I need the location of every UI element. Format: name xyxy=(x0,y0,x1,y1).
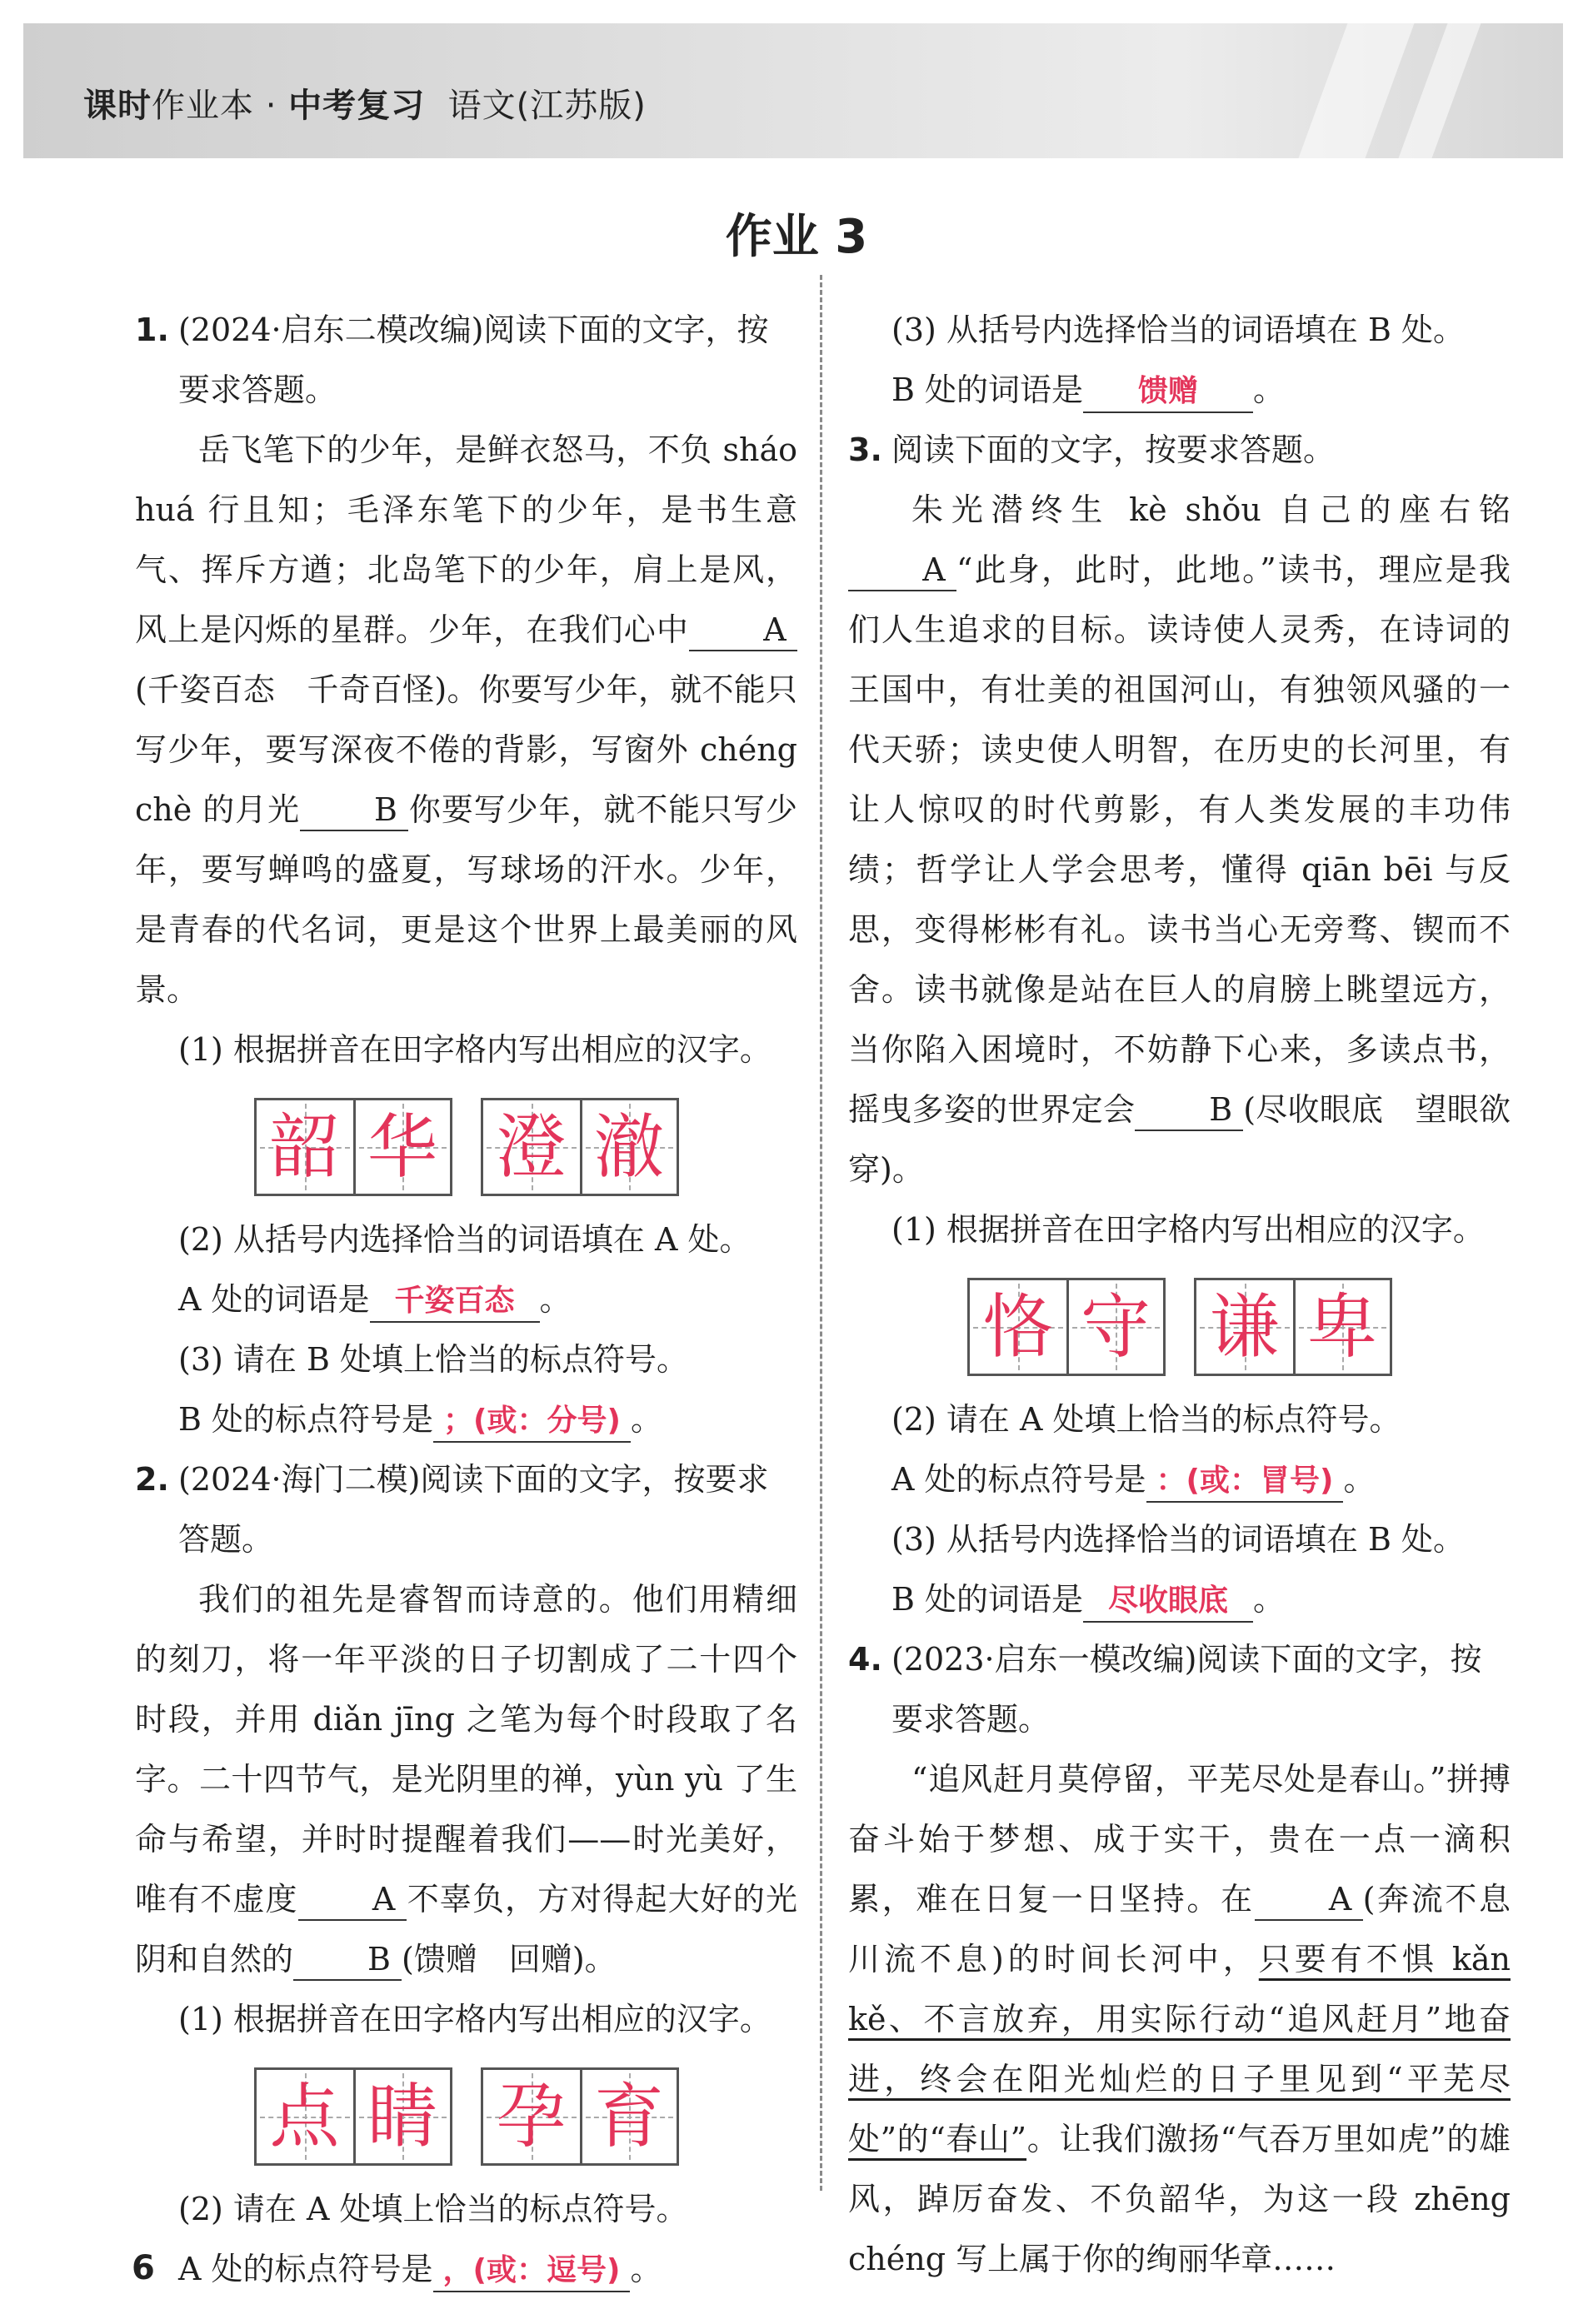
question-3-sub-3: (3) 从括号内选择恰当的词语填在 B 处。 xyxy=(891,1521,1465,1558)
passage-text: “此身，此时，此地。”读书，理应是我们人生追求的目标。读诗使人灵秀，在诗词的王国中，有壮美的祖国河山，有独领风骚的一代天骄；读史使人明智，在历史的长河里，有让人惊叹的时代剪影，有人类发展的丰功伟绩；哲学让人学会思考，懂得 qiān bēi 与反思，变得彬彬有礼。读书当心无旁骛、锲而不舍。读书就像是站在巨人的肩膀上眺望远方，当你陷入困境时，不妨静下心来，多读点书，摇曳多姿的世界定会 xyxy=(848,551,1511,1128)
question-1-number: 1. xyxy=(135,312,169,348)
grid-char: 澈 xyxy=(593,1106,664,1188)
question-1-answer-3 xyxy=(135,1389,797,1449)
grid-char: 睛 xyxy=(367,2076,437,2157)
question-2-sub-1: (1) 根据拼音在田字格内写出相应的汉字。 xyxy=(178,2001,772,2037)
blank-a: A xyxy=(1255,1879,1363,1921)
question-1-grid-row xyxy=(135,1098,797,1196)
tianzi-grid xyxy=(254,1098,452,1196)
blank-b: B xyxy=(300,790,408,831)
grid-char: 育 xyxy=(593,2076,664,2157)
grid-cell xyxy=(1196,1280,1293,1374)
blank-b: B xyxy=(293,1939,402,1981)
grid-cell xyxy=(353,1100,450,1194)
answer-label: B 处的标点符号是 xyxy=(178,1401,434,1438)
question-4 xyxy=(848,1629,1511,1749)
grid-cell xyxy=(257,2070,353,2163)
question-3 xyxy=(848,420,1511,480)
blank-a: A xyxy=(689,610,797,651)
answer-text: ；(或：分号) xyxy=(433,1401,631,1443)
question-2-sub-2: (2) 请在 A 处填上恰当的标点符号。 xyxy=(178,2191,688,2227)
answer-label: A 处的标点符号是 xyxy=(891,1461,1146,1498)
passage-text: (尽收眼底 望眼欲穿)。 xyxy=(848,1091,1511,1188)
grid-cell xyxy=(483,2070,580,2163)
question-3-intro: 阅读下面的文字，按要求答题。 xyxy=(891,431,1336,468)
answer-text: 千姿百态 xyxy=(370,1281,540,1323)
answer-text: ：(或：冒号) xyxy=(1146,1461,1344,1503)
question-1-answer-2 xyxy=(135,1269,797,1329)
end-punct: 。 xyxy=(539,1281,572,1318)
question-4-intro: (2023·启东一模改编)阅读下面的文字，按要求答题。 xyxy=(891,1641,1482,1738)
answer-text: ，(或：逗号) xyxy=(433,2251,631,2292)
question-2 xyxy=(135,1449,797,1569)
tianzi-grid xyxy=(481,2067,679,2166)
grid-cell xyxy=(257,1100,353,1194)
question-2-passage xyxy=(135,1569,797,1989)
passage-text: 岳飞笔下的少年，是鲜衣怒马，不负 sháo huá 行且知；毛泽东笔下的少年，是书生意气、挥斥方遒；北岛笔下的少年，肩上是风，风上是闪烁的星群。少年，在我们心中 xyxy=(135,431,797,648)
column-divider xyxy=(820,275,822,2191)
answer-label: A 处的词语是 xyxy=(178,1281,370,1318)
end-punct: 。 xyxy=(1253,1581,1286,1618)
book-title-part3: 中考复习 xyxy=(288,87,426,125)
question-1 xyxy=(135,300,797,420)
passage-text: 不辜负，方对得起大好的光阴和自然的 xyxy=(135,1881,797,1977)
question-3-sub-2: (2) 请在 A 处填上恰当的标点符号。 xyxy=(891,1401,1401,1438)
tianzi-grid xyxy=(1194,1278,1392,1376)
passage-text: 我们的祖先是睿智而诗意的。他们用精细的刻刀，将一年平淡的日子切割成了二十四个时段，并用 diǎn jīng 之笔为每个时段取了名字。二十四节气，是光阴里的禅，yùn yù 了生命与希望，并时时提醒着我们——时光美好，唯有不虚度 xyxy=(135,1581,797,1918)
grid-char: 点 xyxy=(269,2076,340,2157)
grid-char: 孕 xyxy=(496,2076,567,2157)
book-title-part4: 语文(江苏版) xyxy=(447,87,647,125)
question-1-sub-3: (3) 请在 B 处填上恰当的标点符号。 xyxy=(178,1341,688,1378)
book-title-part1: 课时 xyxy=(83,87,152,125)
end-punct: 。 xyxy=(630,1401,662,1438)
passage-text: (千姿百态 千奇百怪)。你要写少年，就不能只写少年，要写深夜不倦的背影，写窗外 chéng chè 的月光 xyxy=(135,671,797,828)
question-3-answer-3 xyxy=(848,1569,1511,1629)
grid-cell xyxy=(580,2070,677,2163)
grid-char: 恪 xyxy=(982,1286,1053,1368)
underlined-sentence: 只要有不惧 kǎn kě、不言放弃，用实际行动“追风赶月”地奋进，终会在阳光灿烂的日子里见到“平芜尽处”的“春山” xyxy=(848,1941,1511,2157)
question-1-intro: (2024·启东二模改编)阅读下面的文字，按要求答题。 xyxy=(178,312,769,408)
grid-char: 守 xyxy=(1080,1286,1151,1368)
right-column xyxy=(848,300,1543,2289)
passage-text: (奔流不息 川流不息)的时间长河中， xyxy=(848,1881,1543,1977)
tianzi-grid xyxy=(254,2067,452,2166)
end-punct: 。 xyxy=(1343,1461,1376,1498)
question-2-number: 2. xyxy=(135,1461,169,1498)
question-2-sub-3: (3) 从括号内选择恰当的词语填在 B 处。 xyxy=(891,312,1465,348)
grid-cell xyxy=(970,1280,1066,1374)
grid-cell xyxy=(1066,1280,1163,1374)
grid-char: 华 xyxy=(367,1106,437,1188)
question-1-sub-2: (2) 从括号内选择恰当的词语填在 A 处。 xyxy=(178,1221,752,1258)
grid-cell xyxy=(580,1100,677,1194)
question-1-passage xyxy=(135,420,797,1020)
question-2-intro: (2024·海门二模)阅读下面的文字，按要求答题。 xyxy=(178,1461,769,1558)
question-4-passage xyxy=(848,1749,1543,2289)
answer-label: B 处的词语是 xyxy=(891,372,1084,408)
blank-a: A xyxy=(848,550,956,591)
end-punct: 。 xyxy=(1253,372,1286,408)
grid-char: 谦 xyxy=(1209,1286,1280,1368)
question-4-number: 4. xyxy=(848,1641,882,1678)
passage-text: “追风赶月莫停留，平芜尽处是春山。”拼搏奋斗始于梦想、成于实干，贵在一点一滴积累，难在日复一日坚持。在 xyxy=(848,1761,1511,1918)
passage-text: 。让我们激扬“气吞万里如虎”的雄风，踔厉奋发、不负韶华，为这一段 zhēng chéng 写上属于你的绚丽华章…… xyxy=(848,2121,1511,2277)
grid-cell xyxy=(353,2070,450,2163)
passage-text: (馈赠 回赠)。 xyxy=(402,1941,617,1977)
question-3-passage xyxy=(848,480,1511,1199)
grid-char: 卑 xyxy=(1306,1286,1377,1368)
question-3-number: 3. xyxy=(848,431,882,468)
page-number: 6 xyxy=(132,2249,155,2287)
question-3-answer-2 xyxy=(848,1449,1511,1509)
blank-b: B xyxy=(1135,1090,1243,1131)
book-title-part2: 作业本 · xyxy=(152,87,289,125)
grid-char: 韶 xyxy=(269,1106,340,1188)
passage-text: 你要写少年，就不能只写少年，要写蝉鸣的盛夏，写球场的汗水。少年，是青春的代名词，更是这个世界上最美丽的风景。 xyxy=(135,791,797,1008)
tianzi-grid xyxy=(481,1098,679,1196)
page-title: 作业 3 xyxy=(725,210,868,264)
book-title xyxy=(83,79,647,127)
end-punct: 。 xyxy=(630,2251,662,2287)
tianzi-grid xyxy=(967,1278,1166,1376)
answer-text: 尽收眼底 xyxy=(1083,1581,1253,1623)
header-stripe-decoration xyxy=(1299,23,1415,158)
passage-text: 朱光潜终生 kè shǒu 自己的座右铭 xyxy=(911,491,1511,528)
answer-label: A 处的标点符号是 xyxy=(178,2251,433,2287)
answer-label: B 处的词语是 xyxy=(891,1581,1084,1618)
question-2-answer-3 xyxy=(848,360,1511,420)
left-column xyxy=(135,300,797,2299)
answer-text: 馈赠 xyxy=(1083,372,1253,413)
grid-cell xyxy=(483,1100,580,1194)
question-2-answer-2 xyxy=(135,2239,797,2299)
grid-char: 澄 xyxy=(496,1106,567,1188)
header-stripe-decoration xyxy=(1399,23,1481,158)
question-3-sub-1: (1) 根据拼音在田字格内写出相应的汉字。 xyxy=(891,1211,1485,1248)
question-3-grid-row xyxy=(848,1278,1511,1376)
grid-cell xyxy=(1293,1280,1390,1374)
question-1-sub-1: (1) 根据拼音在田字格内写出相应的汉字。 xyxy=(178,1031,772,1068)
question-2-grid-row xyxy=(135,2067,797,2166)
blank-a: A xyxy=(298,1879,407,1921)
